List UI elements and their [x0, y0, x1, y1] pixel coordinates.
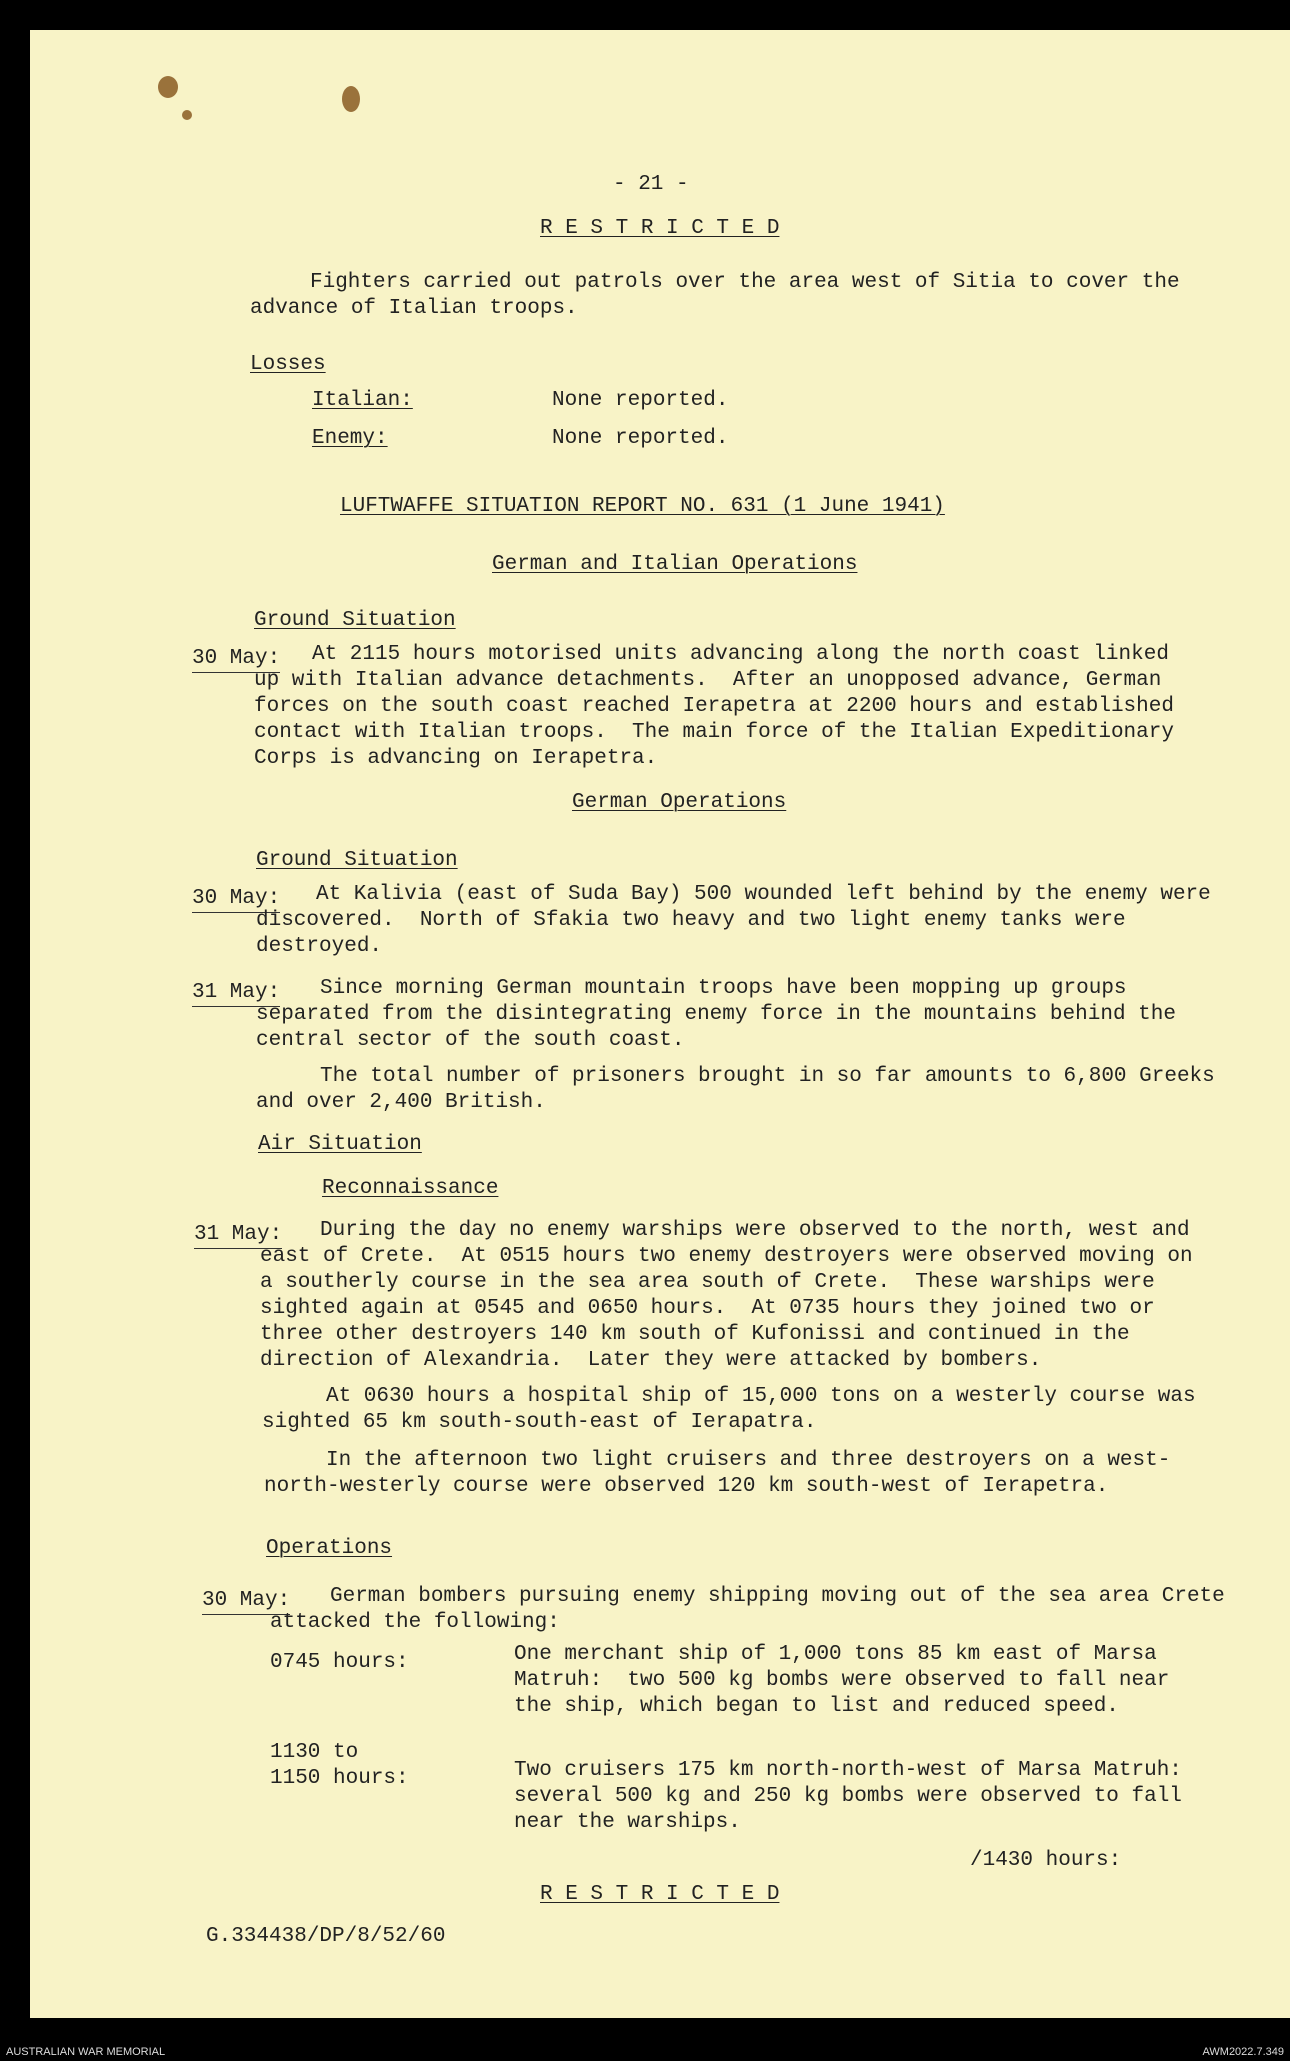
body-line: sighted 65 km south-south-east of Ierapatra.	[262, 1411, 817, 1434]
classification-top: R E S T R I C T E D	[540, 217, 780, 240]
body-line: central sector of the south coast.	[256, 1029, 685, 1052]
section-heading: German Operations	[572, 791, 787, 814]
subsection-heading: Ground Situation	[254, 609, 456, 632]
body-line: east of Crete. At 0515 hours two enemy destroyers were observed moving on	[260, 1245, 1193, 1268]
losses-value: None reported.	[552, 389, 729, 412]
subsection-heading: Air Situation	[258, 1133, 422, 1156]
body-line: three other destroyers 140 km south of Kufonissi and continued in the	[260, 1323, 1130, 1346]
body-line: At 0630 hours a hospital ship of 15,000 tons on a westerly course was	[326, 1385, 1196, 1408]
op-desc-line: several 500 kg and 250 kg bombs were observed to fall	[514, 1785, 1182, 1808]
date-label: 30 May:	[192, 646, 280, 673]
op-time: 1130 to	[270, 1741, 359, 1764]
op-desc-line: the ship, which began to list and reduced speed.	[514, 1695, 1119, 1718]
reference-number: G.334438/DP/8/52/60	[206, 1925, 446, 1948]
body-line: destroyed.	[256, 935, 383, 958]
stain-mark	[158, 76, 178, 98]
report-title: LUFTWAFFE SITUATION REPORT NO. 631 (1 June 1941)	[340, 495, 945, 518]
losses-label: Italian:	[312, 389, 413, 412]
subsection-heading: Reconnaissance	[322, 1177, 499, 1200]
intro-line: advance of Italian troops.	[250, 297, 578, 320]
body-line: The total number of prisoners brought in so far amounts to 6,800 Greeks	[320, 1065, 1215, 1088]
date-label: 30 May:	[202, 1588, 290, 1615]
body-line: attacked the following:	[270, 1611, 560, 1634]
date-label: 30 May:	[192, 886, 280, 913]
body-line: separated from the disintegrating enemy force in the mountains behind the	[256, 1003, 1176, 1026]
body-line: Since morning German mountain troops have been mopping up groups	[320, 977, 1127, 1000]
page-number: - 21 -	[613, 173, 689, 196]
body-line: At 2115 hours motorised units advancing along the north coast linked	[312, 643, 1169, 666]
date-label: 31 May:	[194, 1222, 282, 1249]
op-time: 1150 hours:	[270, 1767, 409, 1790]
body-line: German bombers pursuing enemy shipping moving out of the sea area Crete	[330, 1585, 1225, 1608]
archive-name: AUSTRALIAN WAR MEMORIAL	[6, 2046, 166, 2058]
body-line: and over 2,400 British.	[256, 1091, 546, 1114]
intro-line: Fighters carried out patrols over the area west of Sitia to cover the	[310, 271, 1180, 294]
op-time: 0745 hours:	[270, 1651, 409, 1674]
stain-mark	[182, 110, 192, 120]
body-line: direction of Alexandria. Later they were attacked by bombers.	[260, 1349, 1042, 1372]
continuation-marker: /1430 hours:	[970, 1849, 1122, 1872]
body-line: sighted again at 0545 and 0650 hours. At 0735 hours they joined two or	[260, 1297, 1155, 1320]
stain-mark	[342, 86, 360, 112]
body-line: forces on the south coast reached Ierapetra at 2200 hours and established	[254, 695, 1174, 718]
body-line: During the day no enemy warships were observed to the north, west and	[320, 1219, 1190, 1242]
op-desc-line: Matruh: two 500 kg bombs were observed to fall near	[514, 1669, 1170, 1692]
body-line: Corps is advancing on Ierapetra.	[254, 747, 658, 770]
body-line: contact with Italian troops. The main force of the Italian Expeditionary	[254, 721, 1174, 744]
body-line: a southerly course in the sea area south of Crete. These warships were	[260, 1271, 1155, 1294]
losses-value: None reported.	[552, 427, 729, 450]
op-desc-line: One merchant ship of 1,000 tons 85 km east of Marsa	[514, 1643, 1157, 1666]
body-line: north-westerly course were observed 120 km south-west of Ierapetra.	[264, 1475, 1109, 1498]
subsection-heading: Ground Situation	[256, 849, 458, 872]
classification-bottom: R E S T R I C T E D	[540, 1883, 780, 1906]
losses-label: Enemy:	[312, 427, 388, 450]
losses-heading: Losses	[250, 353, 326, 376]
op-desc-line: near the warships.	[514, 1811, 741, 1834]
document-page	[30, 30, 1290, 2018]
body-line: At Kalivia (east of Suda Bay) 500 wounded left behind by the enemy were	[316, 883, 1211, 906]
section-heading: German and Italian Operations	[492, 553, 858, 576]
date-label: 31 May:	[192, 980, 280, 1007]
archive-id: AWM2022.7.349	[1202, 2046, 1284, 2058]
archive-footer	[0, 2044, 1290, 2061]
op-desc-line: Two cruisers 175 km north-north-west of Marsa Matruh:	[514, 1759, 1182, 1782]
body-line: In the afternoon two light cruisers and three destroyers on a west-	[326, 1449, 1171, 1472]
subsection-heading: Operations	[266, 1537, 393, 1560]
body-line: up with Italian advance detachments. After an unopposed advance, German	[254, 669, 1162, 692]
body-line: discovered. North of Sfakia two heavy and two light enemy tanks were	[256, 909, 1126, 932]
